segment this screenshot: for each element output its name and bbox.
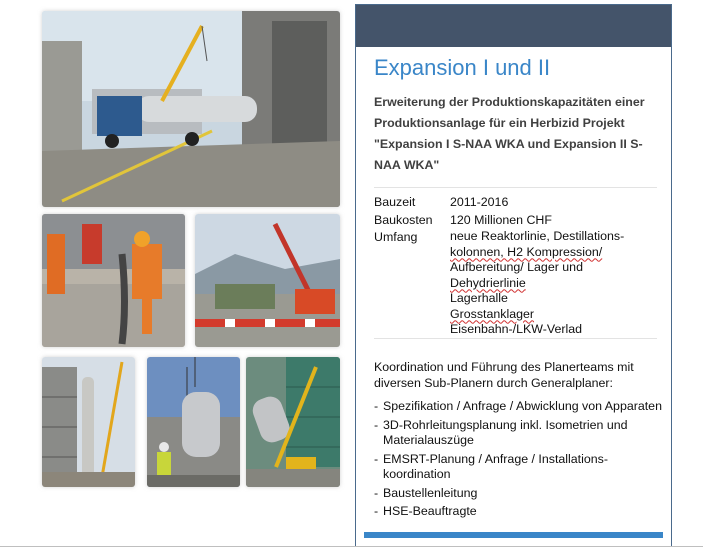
scope-item: Dehydrierlinie xyxy=(450,275,526,290)
photo-concrete-worker xyxy=(42,214,185,347)
fact-row-baukosten xyxy=(374,212,664,230)
photo-vessel-lift xyxy=(147,357,240,487)
coordination-item: - 3D-Rohrleitungsplanung inkl. Isometrien und Materialauszüge xyxy=(374,418,664,449)
scope-item: Grosstanklager xyxy=(450,306,535,321)
divider xyxy=(374,338,657,339)
coordination-list xyxy=(374,399,664,520)
panel-footer-bar xyxy=(364,532,663,538)
coordination-item: - Spezifikation / Anfrage / Abwicklung von Apparaten xyxy=(374,399,664,415)
panel-header-bar xyxy=(356,5,671,47)
scope-item: Eisenbahn-/LKW-Verlad xyxy=(450,322,583,336)
project-panel xyxy=(355,4,672,547)
divider xyxy=(374,187,657,188)
coordination-item: - HSE-Beauftragte xyxy=(374,504,664,520)
photo-truck-transport xyxy=(42,11,340,207)
project-facts xyxy=(374,194,664,338)
fact-row-bauzeit xyxy=(374,194,664,212)
coordination-item: - EMSRT-Planung / Anfrage / Installations-koordination xyxy=(374,452,664,483)
fact-label: Bauzeit xyxy=(374,195,416,209)
scope-item: kolonnen, H2 Kompression/ xyxy=(450,244,603,259)
scope-item: neue Reaktorlinie, Destillations- xyxy=(450,229,625,243)
fact-row-umfang xyxy=(374,229,664,338)
scope-item: Lagerhalle xyxy=(450,291,508,305)
photo-crane-plant xyxy=(246,357,340,487)
coordination-intro: Koordination und Führung des Planerteams mit diversen Sub-Planern durch Generalplaner: xyxy=(374,360,634,390)
fact-value: 120 Millionen CHF xyxy=(450,212,552,227)
project-description: Erweiterung der Produktionskapazitäten einer Produktionsanlage für ein Herbizid Projekt "Expansion I S-NAA WKA und Expansion II S-NAA WKA" xyxy=(374,95,645,172)
coordination-section xyxy=(374,360,664,523)
photo-concrete-pump xyxy=(195,214,340,347)
scope-list xyxy=(450,229,664,338)
coordination-item: - Baustellenleitung xyxy=(374,486,664,502)
fact-label: Baukosten xyxy=(374,212,433,227)
fact-value: 2011-2016 xyxy=(450,195,509,209)
page-bottom-rule xyxy=(0,546,703,547)
fact-label: Umfang xyxy=(374,230,418,244)
photo-distillation-column xyxy=(42,357,135,487)
scope-item: Aufbereitung/ Lager und xyxy=(450,260,583,274)
project-title: Expansion I und II xyxy=(374,55,551,80)
